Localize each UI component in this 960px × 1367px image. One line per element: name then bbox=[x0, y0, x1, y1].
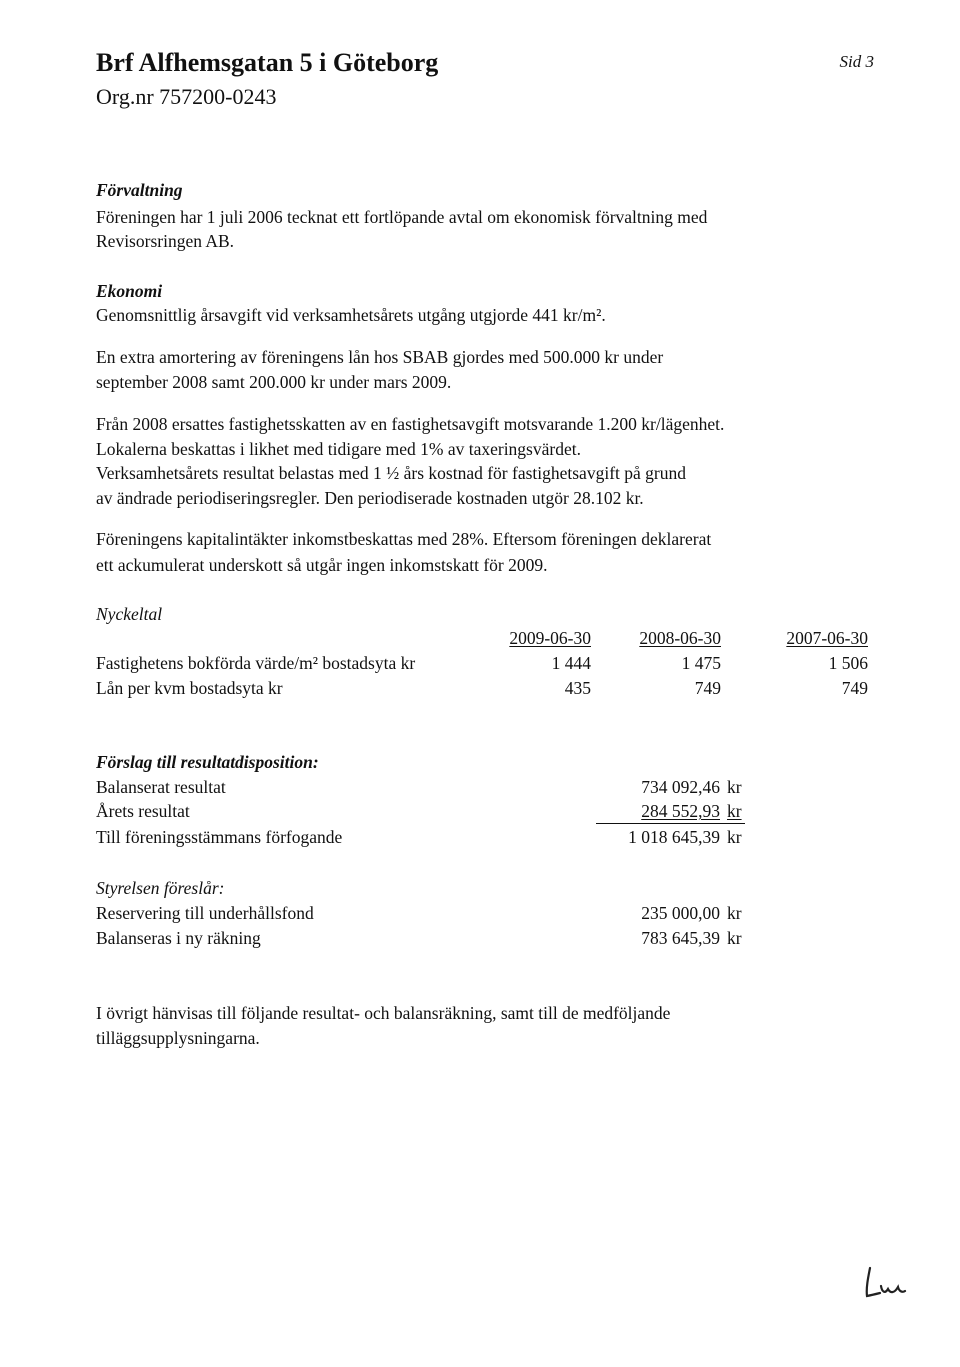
styrelsen-row-label: Balanseras i ny räkning bbox=[96, 928, 261, 948]
ekonomi-kapitalintakter-line-2: ett ackumulerat underskott så utgår ingen inkomstskatt för 2009. bbox=[96, 555, 548, 575]
nyckeltal-column-2009: 2009-06-30 bbox=[509, 628, 591, 648]
styrelsen-row-unit: kr bbox=[727, 903, 742, 923]
nyckeltal-row-value: 1 444 bbox=[551, 653, 591, 673]
nyckeltal-column-2008: 2008-06-30 bbox=[639, 628, 721, 648]
ekonomi-fastighetsavgift-line-3: Verksamhetsårets resultat belastas med 1 ½ års kostnad för fastighetsavgift på grund bbox=[96, 463, 686, 483]
styrelsen-row-amount: 783 645,39 bbox=[641, 928, 720, 948]
styrelsen-row-label: Reservering till underhållsfond bbox=[96, 903, 314, 923]
nyckeltal-column-2007: 2007-06-30 bbox=[786, 628, 868, 648]
ekonomi-kapitalintakter-line-1: Föreningens kapitalintäkter inkomstbeskattas med 28%. Eftersom föreningen deklarerat bbox=[96, 529, 712, 549]
ekonomi-amortering-line-1: En extra amortering av föreningens lån hos SBAB gjordes med 500.000 kr under bbox=[96, 347, 664, 367]
association-title: Brf Alfhemsgatan 5 i Göteborg bbox=[96, 48, 439, 77]
page-number: Sid 3 bbox=[839, 52, 874, 71]
org-number: Org.nr 757200-0243 bbox=[96, 84, 277, 109]
nyckeltal-row-value: 1 506 bbox=[828, 653, 868, 673]
forslag-row-amount: 284 552,93 bbox=[641, 801, 720, 821]
forslag-row-unit: kr bbox=[727, 801, 742, 821]
sum-double-rule bbox=[596, 823, 745, 824]
styrelsen-foreslar-heading: Styrelsen föreslår: bbox=[96, 878, 225, 898]
closing-line-2: tilläggsupplysningarna. bbox=[96, 1028, 260, 1048]
forslag-row-label: Balanserat resultat bbox=[96, 777, 226, 797]
section-heading-nyckeltal: Nyckeltal bbox=[96, 604, 163, 624]
ekonomi-fastighetsavgift-line-1: Från 2008 ersattes fastighetsskatten av en fastighetsavgift motsvarande 1.200 kr/lägenhet. bbox=[96, 414, 725, 434]
handwritten-initials-signature bbox=[860, 1262, 910, 1304]
forslag-row-amount: 734 092,46 bbox=[641, 777, 720, 797]
nyckeltal-row-label: Lån per kvm bostadsyta kr bbox=[96, 678, 283, 698]
forvaltning-line-1: Föreningen har 1 juli 2006 tecknat ett fortlöpande avtal om ekonomisk förvaltning med bbox=[96, 207, 708, 227]
forslag-row-label: Till föreningsstämmans förfogande bbox=[96, 827, 343, 847]
section-heading-forvaltning: Förvaltning bbox=[96, 180, 183, 200]
ekonomi-fastighetsavgift-line-2: Lokalerna beskattas i likhet med tidigare med 1% av taxeringsvärdet. bbox=[96, 439, 581, 459]
section-heading-forslag: Förslag till resultatdisposition: bbox=[96, 752, 319, 772]
ekonomi-amortering-line-2: september 2008 samt 200.000 kr under mars 2009. bbox=[96, 372, 452, 392]
nyckeltal-row-value: 749 bbox=[841, 678, 868, 698]
nyckeltal-row-value: 749 bbox=[694, 678, 721, 698]
styrelsen-row-amount: 235 000,00 bbox=[641, 903, 720, 923]
forvaltning-line-2: Revisorsringen AB. bbox=[96, 231, 235, 251]
forslag-row-unit: kr bbox=[727, 827, 742, 847]
forslag-row-label: Årets resultat bbox=[96, 801, 190, 821]
ekonomi-arsavgift: Genomsnittlig årsavgift vid verksamhetsårets utgång utgjorde 441 kr/m². bbox=[96, 305, 606, 325]
nyckeltal-row-value: 1 475 bbox=[681, 653, 721, 673]
forslag-total-amount: 1 018 645,39 bbox=[628, 827, 720, 847]
nyckeltal-row-value: 435 bbox=[564, 678, 591, 698]
nyckeltal-row-label: Fastighetens bokförda värde/m² bostadsyta kr bbox=[96, 653, 416, 673]
closing-line-1: I övrigt hänvisas till följande resultat- och balansräkning, samt till de medföljande bbox=[96, 1003, 671, 1023]
styrelsen-row-unit: kr bbox=[727, 928, 742, 948]
ekonomi-fastighetsavgift-line-4: av ändrade periodiseringsregler. Den periodiserade kostnaden utgör 28.102 kr. bbox=[96, 488, 644, 508]
forslag-row-unit: kr bbox=[727, 777, 742, 797]
section-heading-ekonomi: Ekonomi bbox=[96, 281, 163, 301]
